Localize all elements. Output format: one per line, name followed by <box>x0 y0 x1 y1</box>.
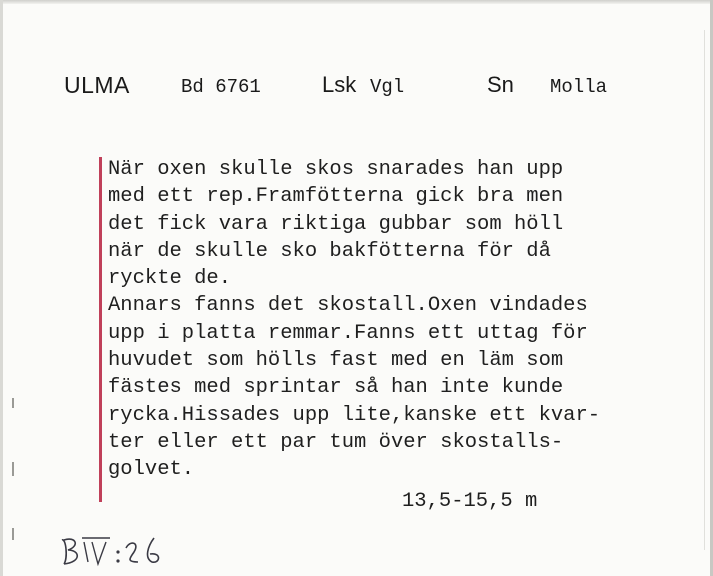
text-line: när de skulle sko bakfötterna för då <box>108 239 551 263</box>
text-line: fästes med sprintar så han inte kunde <box>108 376 564 400</box>
card-mark <box>12 528 14 540</box>
record-number: Bd 6761 <box>181 76 261 98</box>
text-line: ter eller ett par tum över skostalls- <box>108 430 564 454</box>
card-left-edge <box>0 0 3 576</box>
socken-value: Molla <box>550 76 608 98</box>
card-top-edge <box>0 0 713 4</box>
landskap-label: Lsk <box>322 72 357 97</box>
text-line: ryckte de. <box>108 267 232 291</box>
text-line: huvudet som hölls fast med en läm som <box>108 349 564 373</box>
text-line: rycka.Hissades upp lite,kanske ett kvar- <box>108 403 601 427</box>
text-line: det fick vara riktiga gubbar som höll <box>108 212 564 236</box>
socken-label: Sn <box>487 72 514 97</box>
margin-rule <box>99 157 102 502</box>
text-line: med ett rep.Framfötterna gick bra men <box>108 185 564 209</box>
text-line: upp i platta remmar.Fanns ett uttag för <box>108 321 588 345</box>
record-text <box>108 156 600 484</box>
landskap-value: Vgl <box>370 76 405 98</box>
text-line: golvet. <box>108 458 195 482</box>
card-right-shadow <box>704 30 705 550</box>
measurement: 13,5-15,5 m <box>402 490 538 513</box>
text-line: Annars fanns det skostall.Oxen vindades <box>108 294 588 318</box>
card-mark <box>12 398 14 408</box>
card-mark <box>12 462 14 476</box>
text-line: När oxen skulle skos snarades han upp <box>108 158 564 181</box>
archive-name: ULMA <box>64 72 130 98</box>
handwritten-code <box>58 528 188 572</box>
